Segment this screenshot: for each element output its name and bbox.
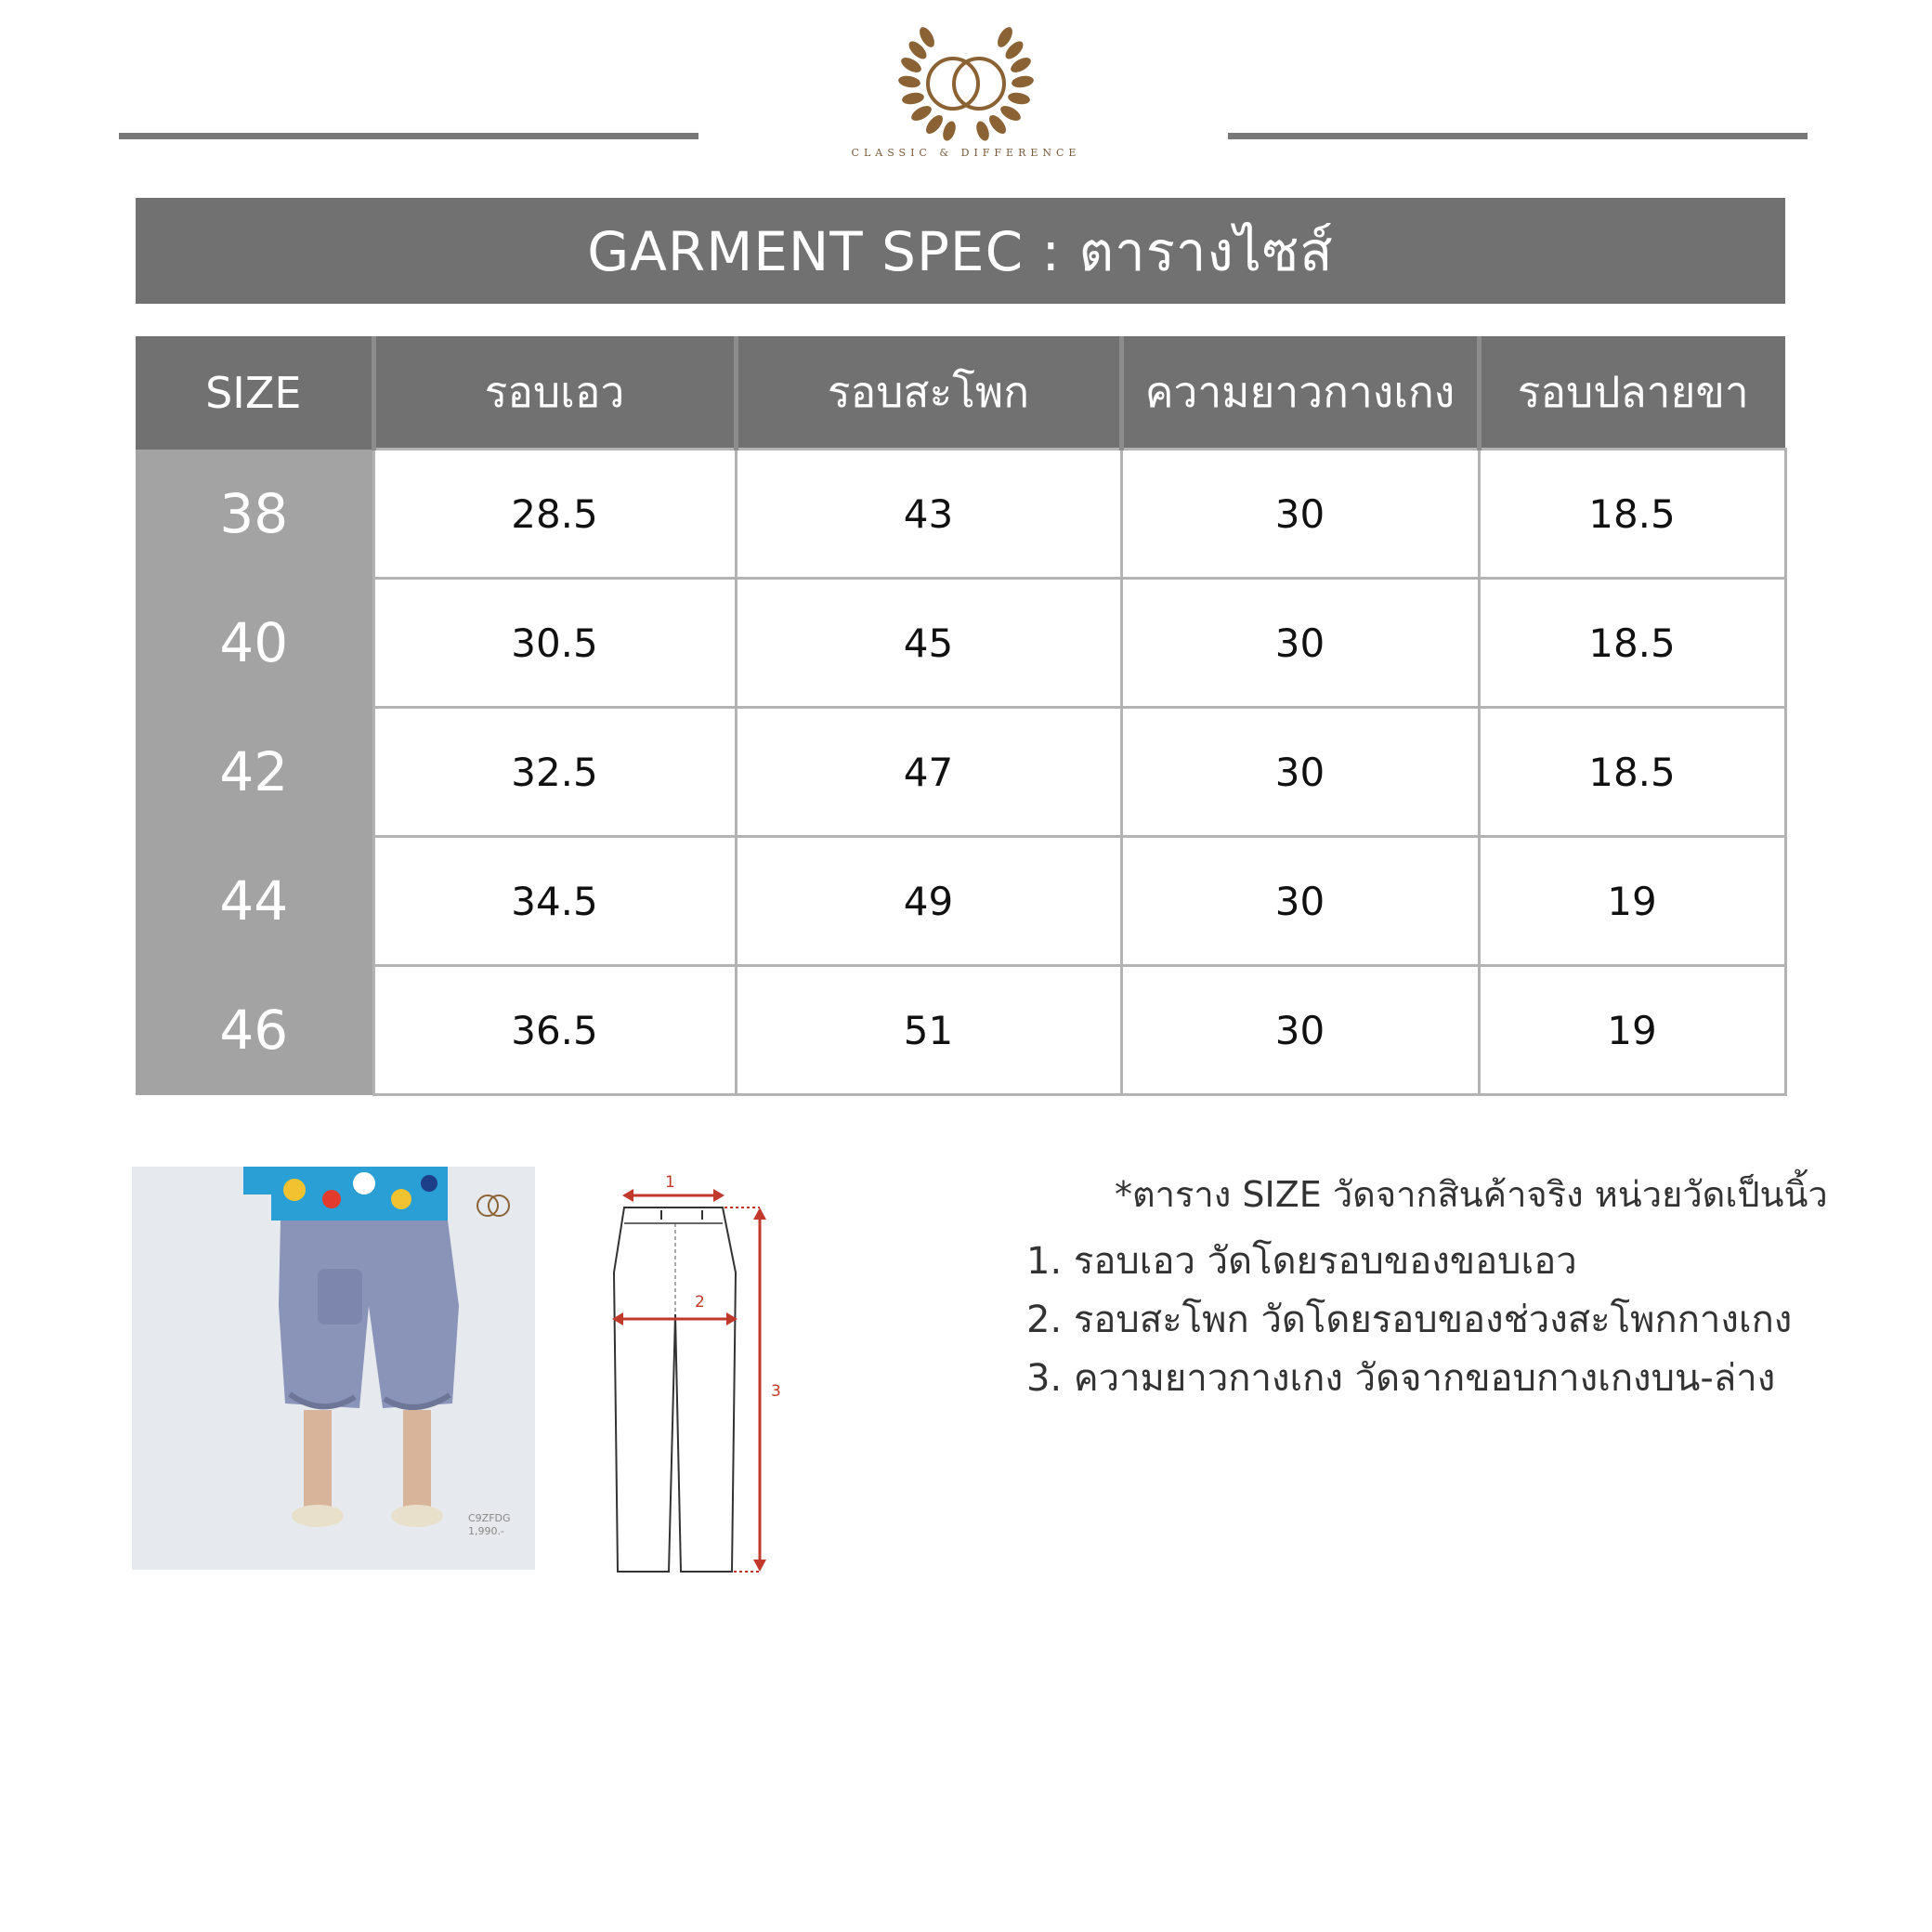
table-row [136, 837, 1785, 966]
laurel-wreath-icon [855, 9, 1077, 158]
size-cell: 42 [136, 708, 373, 837]
hip-cell: 47 [736, 708, 1121, 837]
header-leg-opening: รอบปลายขา [1479, 336, 1785, 450]
hip-cell: 51 [736, 966, 1121, 1095]
notes-header: *ตาราง SIZE วัดจากสินค้าจริง หน่วยวัดเป็นนิ้ว [1115, 1174, 1828, 1215]
length-cell: 30 [1121, 579, 1479, 708]
waist-cell: 34.5 [373, 837, 736, 966]
model-pants-illustration [132, 1167, 535, 1570]
waist-cell: 36.5 [373, 966, 736, 1095]
hip-cell: 43 [736, 450, 1121, 579]
table-row [136, 450, 1785, 579]
table-header-row [136, 336, 1785, 450]
leg-opening-cell: 18.5 [1479, 579, 1785, 708]
length-cell: 30 [1121, 708, 1479, 837]
size-cell: 46 [136, 966, 373, 1095]
waist-cell: 28.5 [373, 450, 736, 579]
length-cell: 30 [1121, 450, 1479, 579]
measurement-diagram [585, 1166, 799, 1584]
leg-opening-cell: 18.5 [1479, 708, 1785, 837]
size-cell: 44 [136, 837, 373, 966]
leg-opening-cell: 19 [1479, 966, 1785, 1095]
header-rule-right [1228, 133, 1808, 139]
product-code: C9ZFDG [468, 1512, 511, 1524]
size-chart-table [136, 336, 1787, 1096]
product-code-label [468, 1512, 511, 1538]
note-item-hip: 2. รอบสะโพก วัดโดยรอบของช่วงสะโพกกางเกง [1026, 1299, 1793, 1341]
measure-label-3: 3 [771, 1382, 781, 1401]
table-row [136, 708, 1785, 837]
waist-cell: 30.5 [373, 579, 736, 708]
page-title: GARMENT SPEC : ตารางไซส์ [136, 198, 1785, 304]
measure-label-1: 1 [665, 1173, 675, 1192]
header-size: SIZE [136, 336, 373, 450]
size-cell: 38 [136, 450, 373, 579]
hip-cell: 45 [736, 579, 1121, 708]
length-cell: 30 [1121, 966, 1479, 1095]
measure-label-2: 2 [695, 1293, 705, 1312]
leg-opening-cell: 19 [1479, 837, 1785, 966]
header-length: ความยาวกางเกง [1121, 336, 1479, 450]
brand-tagline: CLASSIC & DIFFERENCE [851, 147, 1081, 159]
header-hip: รอบสะโพก [736, 336, 1121, 450]
length-cell: 30 [1121, 837, 1479, 966]
table-row [136, 579, 1785, 708]
product-photo [132, 1167, 535, 1570]
product-price: 1,990.- [468, 1525, 504, 1537]
size-cell: 40 [136, 579, 373, 708]
pants-outline-icon [585, 1166, 799, 1584]
hip-cell: 49 [736, 837, 1121, 966]
header-rule-left [119, 133, 698, 139]
note-item-length: 3. ความยาวกางเกง วัดจากขอบกางเกงบน-ล่าง [1026, 1357, 1776, 1400]
table-row [136, 966, 1785, 1095]
brand-logo [855, 9, 1077, 167]
header-waist: รอบเอว [373, 336, 736, 450]
leg-opening-cell: 18.5 [1479, 450, 1785, 579]
waist-cell: 32.5 [373, 708, 736, 837]
note-item-waist: 1. รอบเอว วัดโดยรอบของขอบเอว [1026, 1240, 1577, 1283]
